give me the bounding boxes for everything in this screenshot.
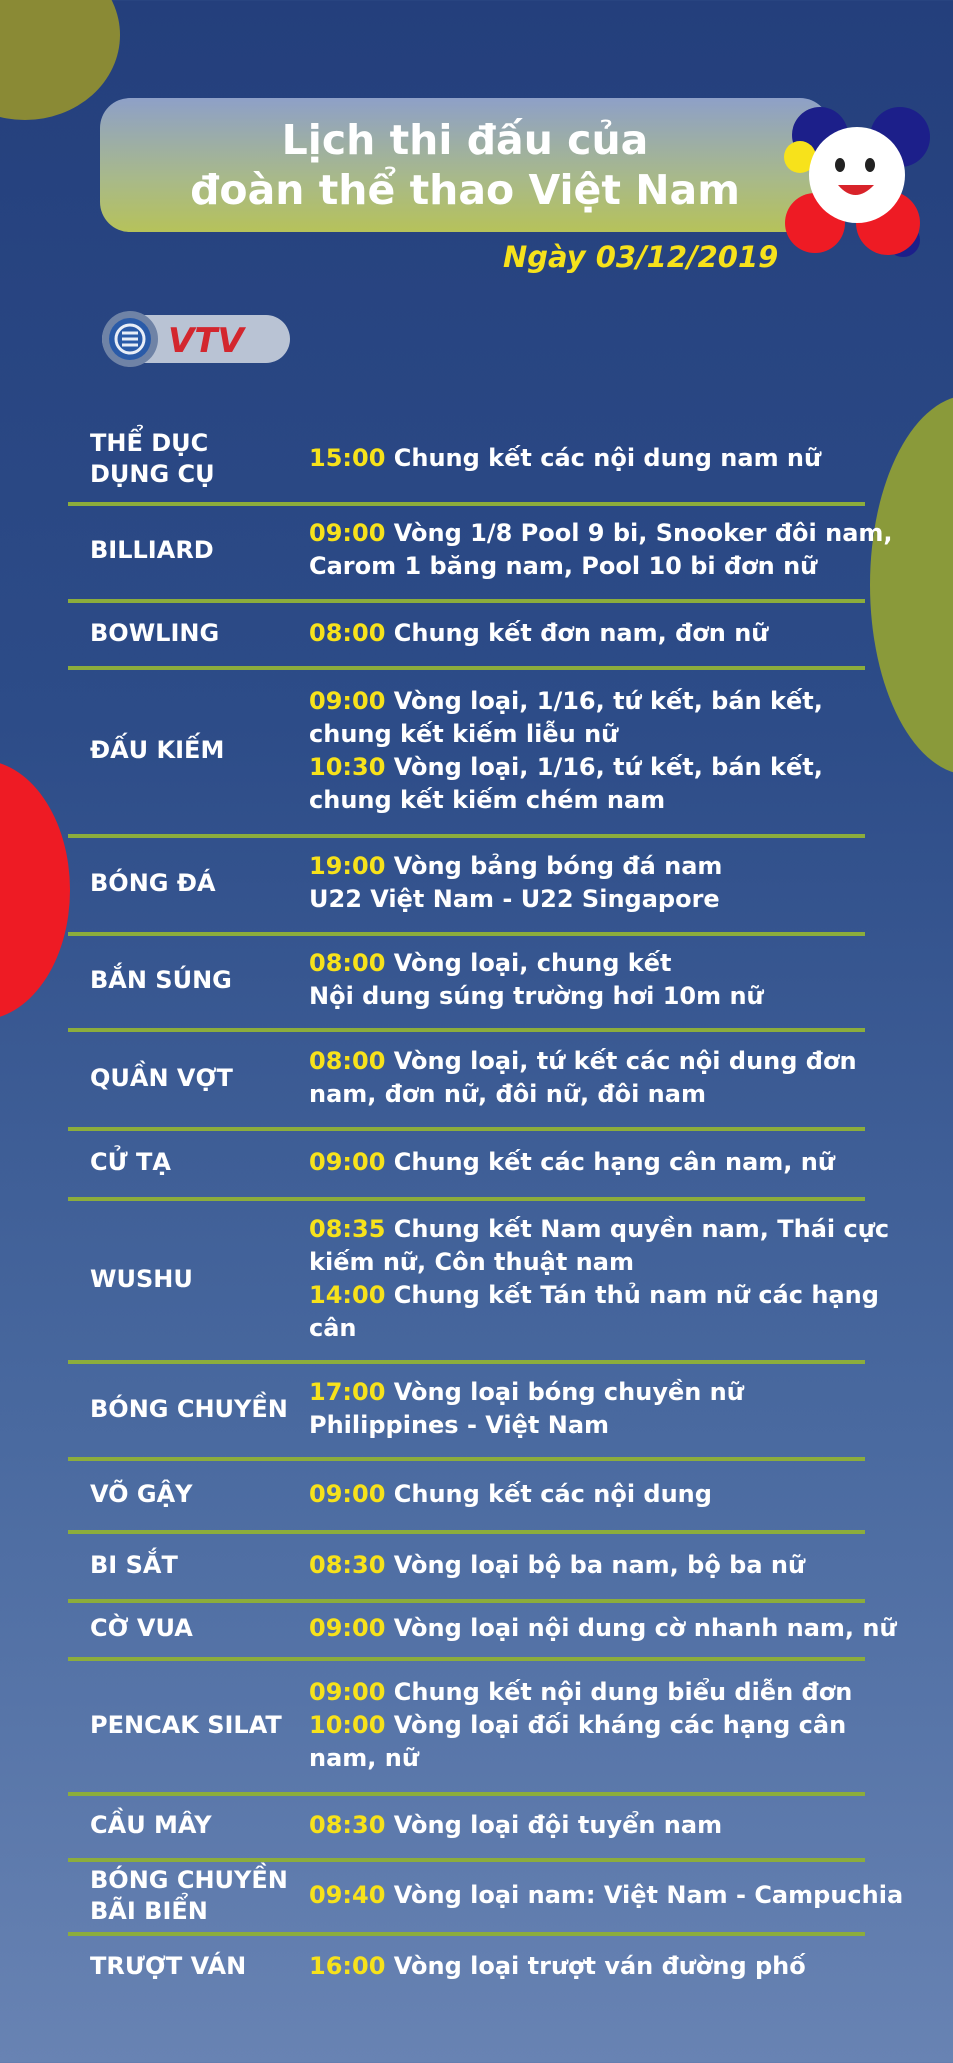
event-description-continued: cân	[309, 1314, 357, 1342]
event-list	[309, 669, 865, 832]
sport-name-line: BÓNG CHUYỀN	[90, 1394, 288, 1423]
row-divider	[68, 1932, 865, 1936]
decor-circle-red-left	[0, 760, 70, 1020]
sport-name-line: DỤNG CỤ	[90, 459, 215, 488]
event-list	[309, 1130, 865, 1195]
sport-name	[90, 669, 300, 832]
event-time: 09:00	[309, 686, 386, 715]
sport-name-line: CỜ VUA	[90, 1614, 193, 1642]
event-time: 16:00	[309, 1952, 386, 1980]
event-time: 09:00	[309, 1677, 386, 1706]
sport-name	[90, 1200, 300, 1358]
event-line	[309, 517, 893, 550]
event-line	[309, 1809, 865, 1842]
row-divider	[68, 502, 865, 506]
event-description-continued: nam, nữ	[309, 1743, 419, 1772]
schedule-date: Ngày 03/12/2019	[503, 240, 779, 274]
event-line	[309, 1279, 879, 1312]
sport-name-line: QUẦN VỢT	[90, 1063, 233, 1092]
event-description-continued: Philippines - Việt Nam	[309, 1411, 610, 1439]
event-line	[309, 1879, 904, 1912]
sport-name	[90, 1660, 300, 1790]
event-line	[309, 1045, 865, 1078]
event-time: 17:00	[309, 1378, 386, 1406]
event-line	[309, 617, 865, 650]
event-description-continued: Carom 1 băng nam, Pool 10 bi đơn nữ	[309, 552, 818, 580]
event-time: 14:00	[309, 1281, 386, 1309]
event-description: Vòng loại đội tuyển nam	[393, 1811, 723, 1839]
sport-name-line: CẦU MÂY	[90, 1811, 212, 1839]
event-line	[309, 442, 865, 475]
event-description-continued: nam, đơn nữ, đôi nữ, đôi nam	[309, 1080, 706, 1108]
row-divider	[68, 1657, 865, 1661]
event-list	[309, 1363, 865, 1455]
row-divider	[68, 1197, 865, 1201]
event-line	[309, 1612, 897, 1645]
row-divider	[68, 1360, 865, 1364]
schedule-row	[68, 837, 865, 929]
event-description: Chung kết Nam quyền nam, Thái cực	[393, 1215, 890, 1243]
schedule-row	[68, 1861, 904, 1930]
row-divider	[68, 834, 865, 838]
event-description: Vòng loại bóng chuyền nữ	[393, 1378, 744, 1406]
event-description: Chung kết nội dung biểu diễn đơn	[393, 1677, 853, 1706]
event-list	[309, 1660, 865, 1790]
event-description-continued: kiếm nữ, Côn thuật nam	[309, 1248, 634, 1276]
decor-circle-olive-topleft	[0, 0, 120, 120]
sport-name-line: BÓNG CHUYỀN	[90, 1865, 288, 1894]
row-divider	[68, 1457, 865, 1461]
schedule-row	[68, 1200, 890, 1358]
event-line	[309, 1549, 865, 1582]
sport-name-line: PENCAK SILAT	[90, 1710, 282, 1739]
event-line	[309, 1950, 865, 1983]
schedule-row	[68, 503, 893, 597]
event-line	[309, 1146, 865, 1179]
sport-name-line: WUSHU	[90, 1264, 193, 1293]
event-line	[309, 1376, 865, 1409]
event-description: Chung kết đơn nam, đơn nữ	[393, 618, 769, 647]
sport-name	[90, 837, 300, 929]
schedule-row	[68, 1660, 865, 1790]
schedule-row	[68, 602, 865, 664]
event-list	[309, 934, 865, 1026]
event-line	[309, 1213, 890, 1246]
schedule-row	[68, 1935, 865, 1998]
schedule-row	[68, 418, 865, 499]
row-divider	[68, 1792, 865, 1796]
title-line-2: đoàn thể thao Việt Nam	[190, 166, 740, 214]
row-divider	[68, 1127, 865, 1131]
sea-games-mascot-icon	[770, 95, 940, 265]
sport-name	[90, 503, 300, 597]
event-line	[309, 685, 865, 718]
title-line-1: Lịch thi đấu của	[281, 116, 649, 164]
event-list	[309, 1602, 897, 1655]
sport-name	[90, 1363, 300, 1455]
event-description: Vòng loại đối kháng các hạng cân	[393, 1710, 847, 1739]
sport-name	[90, 1861, 300, 1930]
event-list	[309, 1200, 890, 1358]
schedule-row	[68, 669, 865, 832]
sport-name-line: TRƯỢT VÁN	[90, 1952, 247, 1980]
schedule-row	[68, 1795, 865, 1856]
sport-name	[90, 418, 300, 499]
event-list	[309, 1031, 865, 1125]
row-divider	[68, 932, 865, 936]
sport-name-line: CỬ TẠ	[90, 1148, 171, 1176]
event-time: 09:00	[309, 1614, 386, 1642]
event-description-continued: chung kết kiếm liễu nữ	[309, 719, 619, 748]
schedule-row	[68, 934, 865, 1026]
sport-name	[90, 1602, 300, 1655]
event-description: Vòng loại, 1/16, tứ kết, bán kết,	[393, 752, 823, 781]
event-description-continued: U22 Việt Nam - U22 Singapore	[309, 885, 720, 913]
event-list	[309, 1935, 865, 1998]
sport-name	[90, 1130, 300, 1195]
event-list	[309, 418, 865, 499]
event-time: 08:30	[309, 1550, 386, 1579]
sport-name	[90, 602, 300, 664]
event-line	[309, 850, 865, 883]
title-banner	[100, 98, 830, 232]
event-time: 08:00	[309, 1047, 386, 1075]
event-time: 08:00	[309, 949, 386, 977]
sport-name-line: BILLIARD	[90, 535, 214, 564]
event-description: Vòng loại nội dung cờ nhanh nam, nữ	[393, 1614, 897, 1642]
row-divider	[68, 599, 865, 603]
sport-name-line: THỂ DỤC	[90, 428, 209, 457]
event-line	[309, 1478, 865, 1511]
sport-name-line: BÓNG ĐÁ	[90, 868, 216, 897]
event-description: Vòng 1/8 Pool 9 bi, Snooker đôi nam,	[393, 519, 893, 547]
schedule-row	[68, 1130, 865, 1195]
sport-name	[90, 1533, 300, 1597]
event-description-continued: chung kết kiếm chém nam	[309, 785, 666, 814]
event-line	[309, 751, 865, 784]
event-description: Vòng loại bộ ba nam, bộ ba nữ	[393, 1550, 806, 1579]
sport-name-line: ĐẤU KIẾM	[90, 736, 225, 764]
event-time: 10:30	[309, 752, 386, 781]
event-list	[309, 602, 865, 664]
event-line	[309, 1676, 865, 1709]
sport-name	[90, 1795, 300, 1856]
event-list	[309, 503, 893, 597]
sport-name	[90, 934, 300, 1026]
row-divider	[68, 1599, 865, 1603]
sport-name-line: BÃI BIỂN	[90, 1896, 208, 1925]
event-line	[309, 947, 865, 980]
event-time: 09:00	[309, 1148, 386, 1176]
decor-circle-olive-right	[870, 395, 953, 775]
event-description: Vòng bảng bóng đá nam	[393, 852, 723, 880]
event-list	[309, 1795, 865, 1856]
event-time: 09:00	[309, 519, 386, 547]
event-time: 08:30	[309, 1811, 386, 1839]
event-description: Chung kết Tán thủ nam nữ các hạng	[393, 1281, 879, 1309]
schedule-row	[68, 1533, 865, 1597]
schedule-row	[68, 1460, 865, 1528]
event-description: Vòng loại, tứ kết các nội dung đơn	[393, 1047, 857, 1075]
event-list	[309, 1533, 865, 1597]
row-divider	[68, 1028, 865, 1032]
sport-name-line: BẮN SÚNG	[90, 965, 232, 994]
row-divider	[68, 1858, 865, 1862]
event-time: 09:40	[309, 1881, 386, 1909]
sport-name-line: VÕ GẬY	[90, 1479, 193, 1508]
event-description: Chung kết các nội dung	[393, 1479, 712, 1508]
schedule-row	[68, 1363, 865, 1455]
schedule-row	[68, 1602, 897, 1655]
event-list	[309, 1460, 865, 1528]
event-description-continued: Nội dung súng trường hơi 10m nữ	[309, 982, 764, 1010]
event-description: Chung kết các nội dung nam nữ	[393, 444, 822, 472]
event-time: 08:35	[309, 1215, 386, 1243]
sport-name	[90, 1935, 300, 1998]
row-divider	[68, 1530, 865, 1534]
sport-name-line: BOWLING	[90, 618, 220, 647]
event-description: Vòng loại trượt ván đường phố	[393, 1952, 806, 1980]
schedule-row	[68, 1031, 865, 1125]
vtv-logo-text: VTV	[168, 321, 244, 361]
event-description: Chung kết các hạng cân nam, nữ	[393, 1148, 835, 1176]
sport-name	[90, 1460, 300, 1528]
event-time: 09:00	[309, 1479, 386, 1508]
event-time: 19:00	[309, 852, 386, 880]
event-time: 15:00	[309, 444, 386, 472]
event-time: 08:00	[309, 618, 386, 647]
event-time: 10:00	[309, 1710, 386, 1739]
event-list	[309, 1861, 904, 1930]
vtv-sports-logo	[98, 309, 294, 369]
sport-name-line: BI SẮT	[90, 1550, 178, 1579]
sport-name	[90, 1031, 300, 1125]
event-line	[309, 1709, 865, 1742]
event-description: Vòng loại, 1/16, tứ kết, bán kết,	[393, 686, 823, 715]
event-description: Vòng loại, chung kết	[393, 949, 672, 977]
row-divider	[68, 666, 865, 670]
event-description: Vòng loại nam: Việt Nam - Campuchia	[393, 1881, 904, 1909]
event-list	[309, 837, 865, 929]
